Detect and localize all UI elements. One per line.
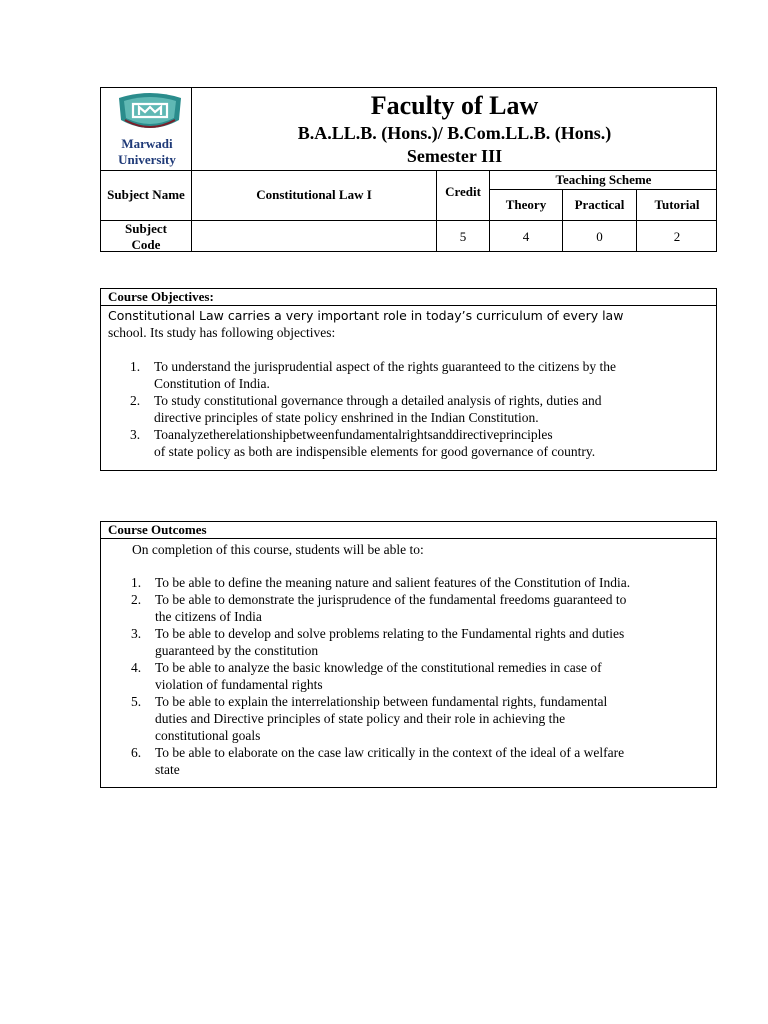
- outcomes-intro: On completion of this course, students will be able to:: [132, 542, 424, 557]
- tutorial-value: 2: [673, 228, 681, 244]
- list-item-line: state: [155, 762, 180, 777]
- list-number: 6.: [131, 745, 142, 760]
- list-item-line: guaranteed by the constitution: [155, 643, 319, 658]
- list-item-line: directive principles of state policy enshrined in the Indian Constitution.: [154, 410, 539, 425]
- list-item: [131, 744, 713, 778]
- list-item-line: To be able to define the meaning nature and salient features of the Constitution of India.: [155, 575, 631, 590]
- programme-title: B.A.LL.B. (Hons.)/ B.Com.LL.B. (Hons.): [297, 123, 612, 143]
- subject-name-value: Constitutional Law I: [256, 187, 372, 202]
- list-number: 2.: [131, 592, 142, 607]
- list-number: 4.: [131, 660, 142, 675]
- list-item: [131, 574, 713, 591]
- university-name: [101, 136, 193, 168]
- list-item: [130, 426, 710, 460]
- objectives-intro-line-2: school. Its study has following objectives:: [108, 325, 336, 340]
- list-item-line: the citizens of India: [155, 609, 262, 624]
- subject-name-label: Subject Name: [107, 187, 185, 202]
- semester-title: Semester III: [406, 146, 503, 166]
- list-number: 5.: [131, 694, 142, 709]
- university-name-line-2: University: [118, 152, 176, 167]
- divider: [101, 538, 716, 539]
- list-number: 1.: [130, 359, 141, 374]
- list-number: 3.: [130, 427, 141, 442]
- list-item-line: Constitution of India.: [154, 376, 270, 391]
- course-header-table: [100, 87, 717, 252]
- course-objectives-title: Course Objectives:: [108, 289, 214, 304]
- list-item-line: duties and Directive principles of state policy and their role in achieving the: [155, 711, 566, 726]
- list-number: 2.: [130, 393, 141, 408]
- list-item-line: To be able to analyze the basic knowledge of the constitutional remedies in case of: [155, 660, 602, 675]
- teaching-scheme-label: Teaching Scheme: [555, 171, 652, 187]
- list-item: [131, 693, 713, 744]
- objectives-intro-line-1: Constitutional Law carries a very important role in today’s curriculum of every law: [108, 308, 624, 323]
- credit-label: Credit: [445, 184, 481, 199]
- list-item-line: constitutional goals: [155, 728, 261, 743]
- subject-code-label-line-2: Code: [131, 236, 161, 252]
- subject-code-value: [192, 221, 436, 252]
- list-number: 3.: [131, 626, 142, 641]
- logo-cell: [101, 88, 191, 170]
- course-outcomes-title: Course Outcomes: [108, 522, 207, 537]
- subject-code-label-line-1: Subject: [125, 220, 167, 236]
- list-item-line: To understand the jurisprudential aspect of the rights guaranteed to the citizens by the: [154, 359, 617, 374]
- list-item-line: To be able to demonstrate the jurisprudence of the fundamental freedoms guaranteed to: [155, 592, 627, 607]
- list-item-line: To be able to explain the interrelationship between fundamental rights, fundamental: [155, 694, 608, 709]
- credit-value: 5: [459, 228, 467, 244]
- list-item-line: Toanalyzetherelationshipbetweenfundamentalrightsanddirectiveprinciples: [154, 427, 553, 442]
- list-item-line: violation of fundamental rights: [155, 677, 323, 692]
- course-outcomes-box: [100, 521, 717, 788]
- objectives-list: [130, 358, 710, 460]
- tutorial-label: Tutorial: [654, 197, 700, 212]
- outcomes-list: [131, 574, 713, 778]
- marwadi-university-logo: [115, 90, 185, 134]
- subject-code-label: [101, 221, 191, 252]
- university-name-line-1: Marwadi: [121, 136, 173, 151]
- theory-value: 4: [522, 228, 530, 244]
- theory-label: Theory: [505, 197, 547, 212]
- practical-value: 0: [596, 228, 603, 244]
- list-item-line: To be able to elaborate on the case law critically in the context of the ideal of a welfare: [155, 745, 625, 760]
- divider: [101, 305, 716, 306]
- list-item: [130, 392, 710, 426]
- course-objectives-box: [100, 288, 717, 471]
- practical-label: Practical: [574, 197, 625, 212]
- list-item-line: of state policy as both are indispensible elements for good governance of country.: [154, 444, 596, 459]
- list-item: [131, 625, 713, 659]
- list-item: [130, 358, 710, 392]
- list-item-line: To be able to develop and solve problems relating to the Fundamental rights and duties: [155, 626, 625, 641]
- list-item-line: To study constitutional governance through a detailed analysis of rights, duties and: [154, 393, 602, 408]
- list-item: [131, 591, 713, 625]
- faculty-title: Faculty of Law: [370, 91, 539, 120]
- list-item: [131, 659, 713, 693]
- list-number: 1.: [131, 575, 142, 590]
